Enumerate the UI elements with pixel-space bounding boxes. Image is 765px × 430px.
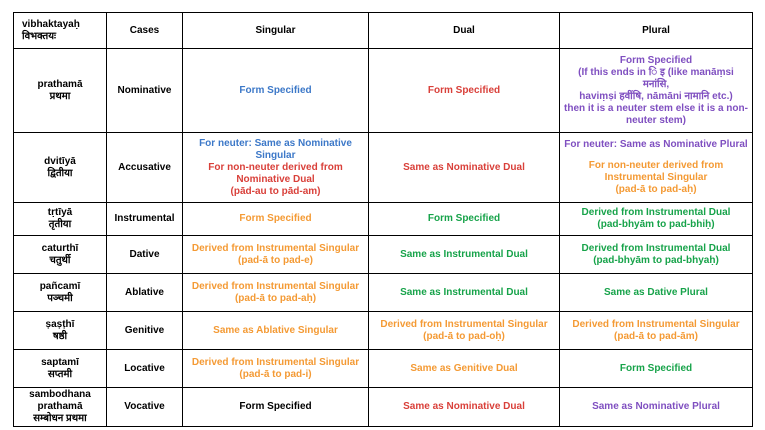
singular-header: Singular	[183, 13, 369, 49]
text-line: Same as Nominative Dual	[403, 161, 525, 173]
text-line: For neuter: Same as Nominative Plural	[564, 139, 748, 150]
text-line: Derived from Instrumental Dual	[581, 207, 731, 218]
vibhakti-cell	[14, 312, 107, 350]
vibhakti-devanagari: सप्तमी	[47, 368, 73, 380]
vibhakti-header-roman: vibhaktayaḥ	[22, 18, 80, 30]
vibhakti-cell	[14, 274, 107, 312]
text-line: Nominative Dual	[236, 173, 315, 185]
text-line: Same as Instrumental Dual	[400, 248, 528, 260]
vibhakti-devanagari: प्रथमा	[49, 90, 71, 102]
table-row-accusative	[14, 133, 753, 203]
text-line: Form Specified	[239, 84, 312, 96]
text-line: (pad-ā to pad-i)	[239, 368, 312, 380]
vibhakti-cell	[14, 388, 107, 427]
text-line: For neuter: Same as Nominative	[199, 137, 352, 149]
vibhakti-devanagari: सम्बोधन प्रथमा	[33, 413, 87, 424]
declension-document	[13, 12, 752, 424]
text-line: Instrumental Singular	[604, 172, 708, 183]
vibhakti-roman: caturthī	[41, 242, 79, 254]
text-line: Form Specified	[427, 84, 501, 96]
singular-cell	[183, 203, 369, 236]
case-name: Dative	[107, 236, 183, 274]
vibhakti-cell	[14, 350, 107, 388]
singular-cell	[183, 312, 369, 350]
vibhakti-header-devanagari: विभक्तयः	[22, 30, 57, 42]
vibhakti-cell	[14, 236, 107, 274]
plural-header: Plural	[560, 13, 753, 49]
vibhakti-header	[14, 13, 107, 49]
text-line: Same as Instrumental Dual	[400, 286, 528, 298]
plural-cell	[560, 49, 753, 133]
text-line: For non-neuter derived from	[208, 161, 343, 173]
dual-cell	[369, 133, 560, 203]
header-row	[14, 13, 753, 49]
vibhakti-roman: prathamā	[37, 78, 83, 90]
singular-cell	[183, 49, 369, 133]
vibhakti-cell	[14, 203, 107, 236]
vibhakti-roman: saptamī	[41, 356, 79, 368]
text-line: Derived from Instrumental Singular	[572, 318, 740, 330]
text-line: (pad-ā to pad-aḥ)	[615, 184, 697, 195]
case-name: Nominative	[107, 49, 183, 133]
vibhakti-devanagari: द्वितीया	[47, 167, 73, 179]
vibhakti-devanagari: चतुर्थी	[49, 254, 71, 266]
vibhakti-cell	[14, 49, 107, 133]
dual-cell	[369, 388, 560, 427]
case-name: Genitive	[107, 312, 183, 350]
text-line: Form Specified	[239, 213, 312, 224]
text-line: (pad-ā to pad-ām)	[614, 330, 698, 342]
plural-cell	[560, 350, 753, 388]
vibhakti-roman-2: prathamā	[37, 401, 83, 412]
dual-cell	[369, 350, 560, 388]
plural-cell	[560, 133, 753, 203]
text-line: (pad-ā to pad-e)	[238, 254, 313, 266]
table-row-instrumental	[14, 203, 753, 236]
text-line: Derived from Instrumental Singular	[191, 242, 360, 254]
plural-cell	[560, 203, 753, 236]
case-name: Locative	[107, 350, 183, 388]
case-name: Ablative	[107, 274, 183, 312]
text-line: (pad-bhyām to pad-bhyaḥ)	[593, 254, 719, 266]
plural-cell	[560, 388, 753, 427]
text-line: Same as Ablative Singular	[213, 324, 338, 336]
singular-cell	[183, 350, 369, 388]
text-line: Singular	[255, 149, 296, 161]
vibhakti-roman: dvitīyā	[44, 155, 76, 167]
table-row-locative	[14, 350, 753, 388]
singular-cell	[183, 274, 369, 312]
dual-cell	[369, 312, 560, 350]
dual-cell	[369, 203, 560, 236]
text-line: (If this ends in ि इ (like manāṃsi मनांसि,	[578, 66, 734, 90]
text-line: Derived from Instrumental Singular	[380, 318, 548, 330]
text-line: Form Specified	[619, 362, 693, 374]
text-line: (pād-au to pād-am)	[230, 185, 321, 197]
vibhakti-roman: ṣaṣṭhī	[45, 318, 75, 330]
vibhakti-cell	[14, 133, 107, 203]
text-line: Same as Dative Plural	[604, 286, 708, 298]
table-row-vocative	[14, 388, 753, 427]
dual-header: Dual	[369, 13, 560, 49]
vibhakti-devanagari: तृतीया	[48, 219, 72, 230]
singular-cell	[183, 388, 369, 427]
text-line: (pad-ā to pad-oḥ)	[423, 330, 505, 342]
table-row-ablative	[14, 274, 753, 312]
text-line: Same as Nominative Dual	[403, 401, 525, 412]
dual-cell	[369, 236, 560, 274]
text-line: For non-neuter derived from	[588, 160, 724, 171]
text-line: neuter stem)	[625, 114, 686, 126]
declension-table	[13, 12, 753, 427]
text-line: (pad-ā to pad-aḥ)	[234, 292, 317, 304]
dual-cell	[369, 49, 560, 133]
text-line: Form Specified	[619, 54, 693, 66]
singular-cell	[183, 236, 369, 274]
text-line: Derived from Instrumental Singular	[191, 356, 360, 368]
vibhakti-devanagari: पञ्चमी	[47, 292, 73, 304]
text-line: Same as Genitive Dual	[410, 362, 518, 374]
plural-cell	[560, 274, 753, 312]
cases-header: Cases	[107, 13, 183, 49]
text-line: then it is a neuter stem else it is a non-	[564, 102, 748, 114]
table-row-genitive	[14, 312, 753, 350]
vibhakti-roman: pañcamī	[39, 280, 81, 292]
table-row-dative	[14, 236, 753, 274]
singular-cell	[183, 133, 369, 203]
text-line: haviṃṣi हवींषि, nāmāni नामानि etc.)	[579, 90, 733, 102]
text-line: (pad-bhyām to pad-bhiḥ)	[597, 219, 715, 230]
case-name: Accusative	[107, 133, 183, 203]
plural-cell	[560, 236, 753, 274]
case-name: Vocative	[107, 388, 183, 427]
table-row-nominative	[14, 49, 753, 133]
text-line: Form Specified	[239, 401, 312, 412]
vibhakti-devanagari: षष्ठी	[52, 330, 68, 342]
text-line: Same as Nominative Plural	[592, 401, 720, 412]
text-line: Derived from Instrumental Dual	[581, 242, 731, 254]
vibhakti-roman: sambodhana	[29, 389, 91, 400]
text-line: Form Specified	[427, 213, 501, 224]
vibhakti-roman: tṛtīyā	[47, 207, 73, 218]
dual-cell	[369, 274, 560, 312]
text-line: Derived from Instrumental Singular	[191, 280, 360, 292]
case-name: Instrumental	[107, 203, 183, 236]
plural-cell	[560, 312, 753, 350]
